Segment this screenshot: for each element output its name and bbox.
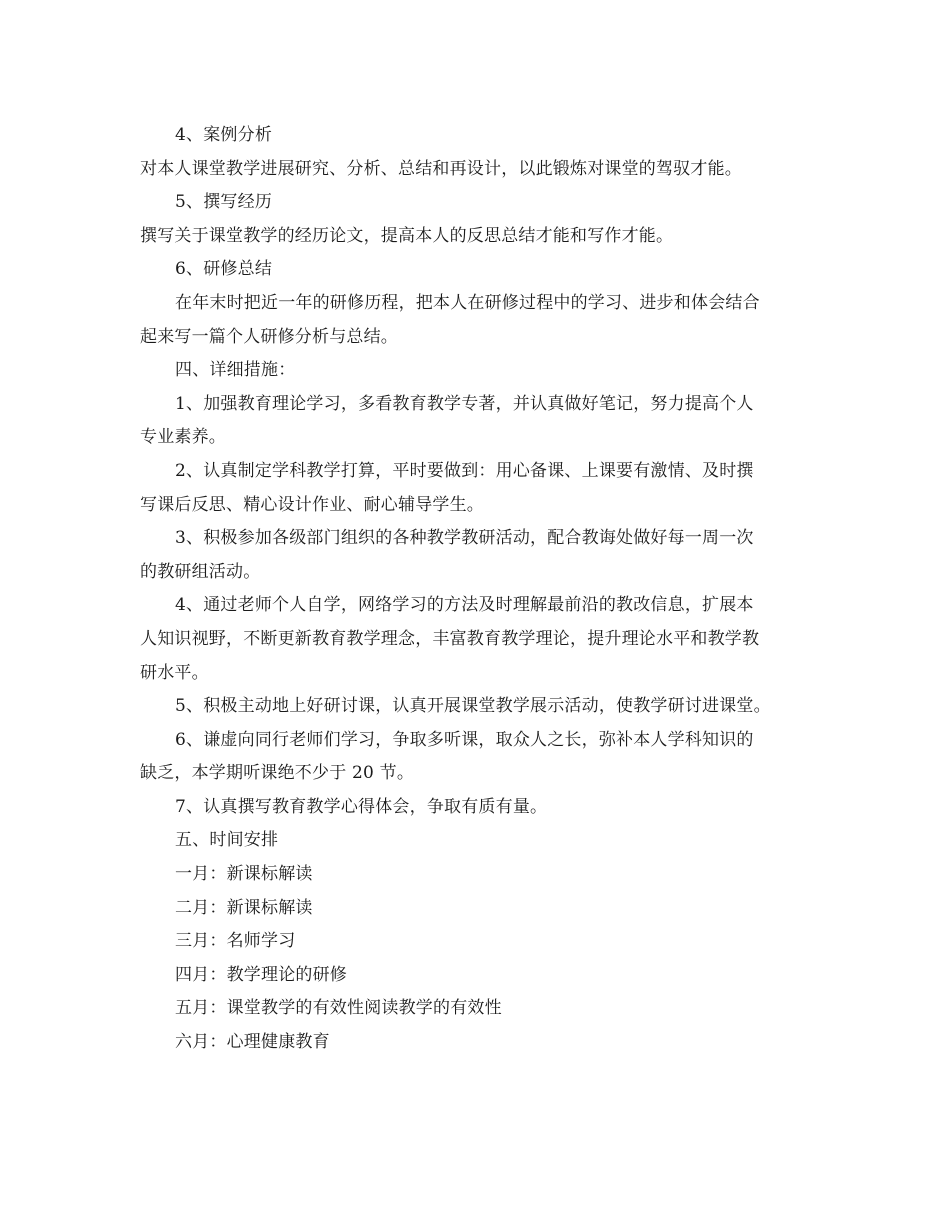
text-line: 撰写关于课堂教学的经历论文，提高本人的反思总结才能和写作才能。 — [140, 225, 674, 246]
text-line: 人知识视野，不断更新教育教学理念，丰富教育教学理论，提升理论水平和教学教 — [140, 628, 760, 649]
text-line: 3、积极参加各级部门组织的各种教学教研活动，配合教诲处做好每一周一次 — [175, 528, 754, 549]
text-line: 4、通过老师个人自学，网络学习的方法及时理解最前沿的教改信息，扩展本 — [175, 595, 754, 616]
text-line: 研水平。 — [140, 662, 209, 683]
text-line: 7、认真撰写教育教学心得体会，争取有质有量。 — [175, 796, 548, 817]
text-line: 写课后反思、精心设计作业、耐心辅导学生。 — [140, 494, 484, 515]
text-line: 5、积极主动地上好研讨课，认真开展课堂教学展示活动，使教学研讨进课堂。 — [175, 696, 771, 717]
text-line: 五月：课堂教学的有效性阅读教学的有效性 — [175, 998, 502, 1019]
text-line: 4、案例分析 — [175, 125, 273, 145]
text-line: 2、认真制定学科教学打算，平时要做到：用心备课、上课要有激情、及时撰 — [175, 460, 754, 481]
text-line: 六月：心理健康教育 — [175, 1032, 330, 1053]
text-line: 6、研修总结 — [175, 259, 273, 280]
text-line: 6、谦虚向同行老师们学习，争取多听课，取众人之长，弥补本人学科知识的 — [175, 729, 754, 750]
text-line: 二月：新课标解读 — [175, 897, 313, 918]
text-line: 1、加强教育理论学习，多看教育教学专著，并认真做好笔记，努力提高个人 — [175, 393, 754, 414]
text-line: 缺乏，本学期听课绝不少于 20 节。 — [140, 763, 415, 784]
text-line: 一月：新课标解读 — [175, 864, 313, 885]
document-body — [140, 119, 820, 1060]
text-line: 五、时间安排 — [175, 830, 279, 851]
text-line: 专业素养。 — [140, 427, 226, 448]
text-line: 的教研组活动。 — [140, 561, 261, 582]
text-line: 在年末时把近一年的研修历程，把本人在研修过程中的学习、进步和体会结合 — [175, 292, 760, 313]
text-line: 对本人课堂教学进展研究、分析、总结和再设计，以此锻炼对课堂的驾驭才能。 — [140, 158, 742, 179]
text-line: 起来写一篇个人研修分析与总结。 — [140, 326, 398, 347]
text-line: 5、撰写经历 — [175, 192, 273, 213]
text-line: 四、详细措施： — [175, 360, 296, 381]
text-line: 四月：教学理论的研修 — [175, 964, 347, 985]
text-line: 三月：名师学习 — [175, 931, 296, 952]
